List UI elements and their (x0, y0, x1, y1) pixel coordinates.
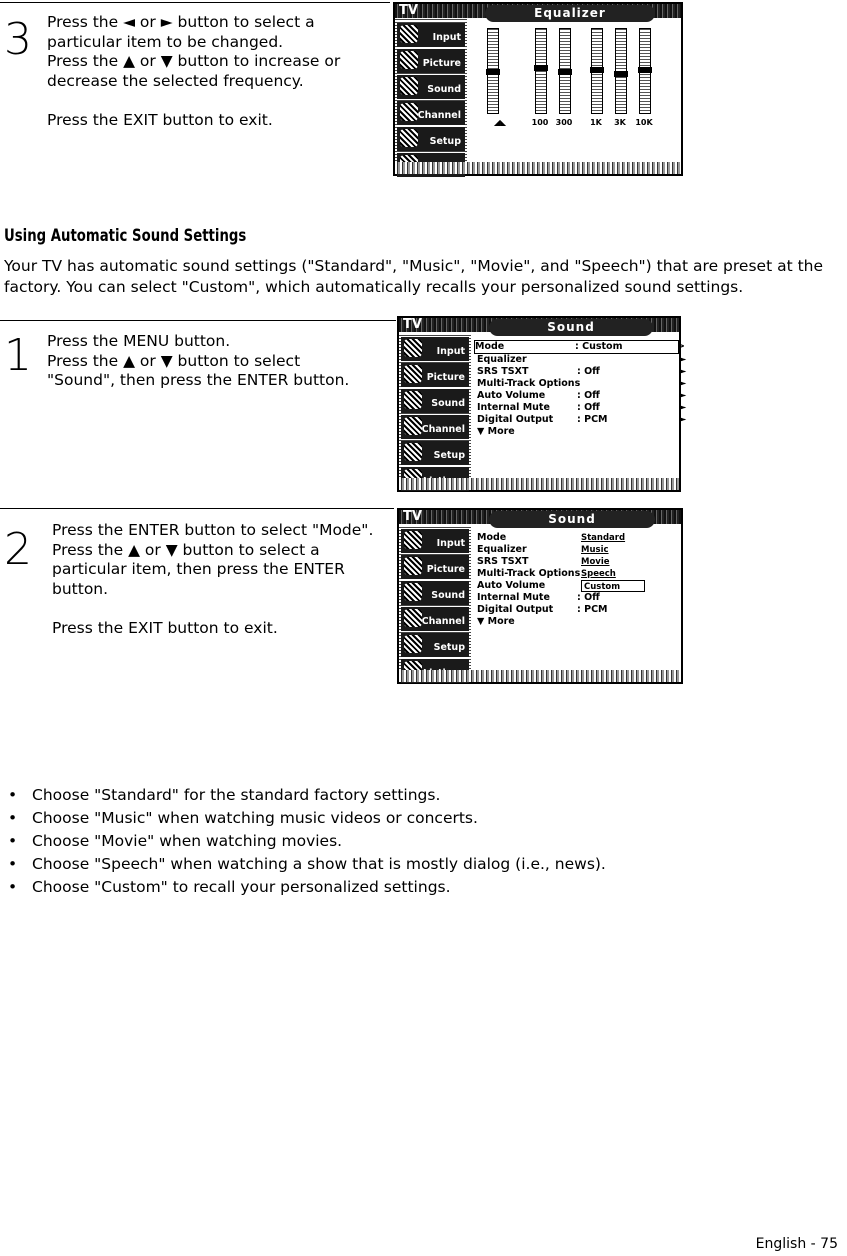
eq-band-bar (559, 28, 571, 114)
step3-rule (0, 2, 390, 3)
section-heading: Using Automatic Sound Settings (4, 226, 247, 246)
menu-row-internal-mute[interactable]: Internal Mute : Off ► (477, 402, 687, 413)
sidebar-item-setup: Setup (401, 441, 469, 465)
input-icon (404, 531, 422, 549)
tv-screen-sound-mode: TV Sound Input Picture Sound Channel Setup Mode Equalizer SRS TSXT Multi-Track Options Auto Volume Internal Mute : Off Digital Output : PCM ▼ More Standard Music Movie Speech Custom (397, 508, 683, 684)
setup-icon (400, 129, 418, 147)
menu-row-more[interactable]: ▼ More (477, 426, 515, 437)
sound-icon (404, 583, 422, 601)
picture-icon (404, 557, 422, 575)
tv-logo: TV (403, 317, 422, 332)
eq-band-bar (615, 28, 627, 114)
list-item: • Choose "Movie" when watching movies. (8, 830, 606, 853)
sidebar-item-setup: Setup (401, 633, 469, 657)
sound-icon (404, 391, 422, 409)
sidebar-item-channel: Channel (401, 415, 469, 439)
menu-row-srs-tsxt[interactable]: SRS TSXT : Off ► (477, 366, 687, 377)
mode-option-music[interactable]: Music (581, 545, 609, 555)
sidebar-item-input: Input (397, 23, 465, 47)
setup-icon (404, 443, 422, 461)
mode-options-dropdown (581, 532, 645, 592)
tv-menu-title: Sound (489, 319, 653, 336)
mode-option-custom[interactable]: Custom (581, 580, 645, 592)
tv-bottom-bar (399, 478, 679, 490)
input-icon (404, 339, 422, 357)
sidebar-item-picture: Picture (401, 363, 469, 387)
menu-row-equalizer[interactable]: Equalizer ► (477, 354, 687, 365)
tv-bottom-bar (399, 670, 681, 682)
sidebar-item-sound: Sound (401, 581, 469, 605)
channel-icon (404, 609, 422, 627)
mode-option-speech[interactable]: Speech (581, 569, 616, 579)
menu-row-auto-volume[interactable]: Auto Volume : Off ► (477, 390, 687, 401)
tv-menu-title: Sound (489, 511, 655, 528)
menu-row-mode[interactable]: Mode : Custom > (475, 341, 685, 352)
mode-option-movie[interactable]: Movie (581, 557, 610, 567)
section-intro: Your TV has automatic sound settings ("Standard", "Music", "Movie", and "Speech") that are preset at the factory. You can select "Custom", which automatically recalls your personalized sound settings. (4, 257, 824, 296)
tv-screen-sound-menu (397, 316, 687, 492)
sound-icon (400, 77, 418, 95)
setup-icon (404, 635, 422, 653)
sidebar-item-picture: Picture (401, 555, 469, 579)
eq-band-bar (535, 28, 547, 114)
mode-descriptions-list (8, 784, 606, 899)
tv-logo: TV (399, 3, 418, 18)
channel-icon (404, 417, 422, 435)
tv-screen-equalizer (393, 2, 683, 176)
eq-band-bar (591, 28, 603, 114)
step2-text: Press the ENTER button to select "Mode". Press the ▲ or ▼ button to select a particular item, then press the ENTER button. Press the EXIT button to exit. (52, 521, 374, 637)
step3-text: Press the ◄ or ► button to select a particular item to be changed. Press the ▲ or ▼ button to increase or decrease the selected frequency. Press the EXIT button to exit. (47, 13, 341, 129)
eq-band-label: 10K (635, 118, 653, 127)
tv-sidebar (395, 19, 467, 162)
step2-number: 2 (4, 524, 32, 575)
step1-text: Press the MENU button. Press the ▲ or ▼ button to select "Sound", then press the ENTER button. (47, 332, 350, 389)
sidebar-item-channel: Channel (397, 101, 465, 125)
picture-icon (400, 51, 418, 69)
tv-bottom-bar (395, 162, 681, 174)
sound-menu-list (475, 340, 687, 438)
menu-row-digital-output[interactable]: Digital Output : PCM ► (477, 414, 687, 425)
tv-sidebar (399, 525, 471, 670)
step1-rule (0, 320, 396, 321)
picture-icon (404, 365, 422, 383)
eq-balance-bar (487, 28, 499, 114)
mode-option-standard[interactable]: Standard (581, 533, 626, 543)
eq-band-label: 300 (555, 118, 573, 127)
list-item: • Choose "Custom" to recall your personalized settings. (8, 876, 606, 899)
channel-icon (400, 103, 418, 121)
eq-band-label: 1K (590, 118, 602, 127)
input-icon (400, 25, 418, 43)
list-item: • Choose "Standard" for the standard factory settings. (8, 784, 606, 807)
tv-sidebar (399, 333, 471, 478)
sidebar-item-setup: Setup (397, 127, 465, 151)
step2-rule (0, 508, 394, 509)
list-item: • Choose "Music" when watching music videos or concerts. (8, 807, 606, 830)
eq-balance-icon: ◢◣ (493, 118, 507, 127)
sidebar-item-channel: Channel (401, 607, 469, 631)
tv-logo: TV (403, 509, 422, 524)
sidebar-item-input: Input (401, 529, 469, 553)
sidebar-item-sound: Sound (397, 75, 465, 99)
eq-band-bar (639, 28, 651, 114)
step1-number: 1 (4, 330, 32, 381)
sidebar-item-sound: Sound (401, 389, 469, 413)
sidebar-item-input: Input (401, 337, 469, 361)
tv-menu-title: Equalizer (485, 5, 655, 22)
list-item: • Choose "Speech" when watching a show that is mostly dialog (i.e., news). (8, 853, 606, 876)
sidebar-item-picture: Picture (397, 49, 465, 73)
eq-band-label: 100 (531, 118, 549, 127)
menu-row-multi-track[interactable]: Multi-Track Options ► (477, 378, 687, 389)
eq-band-label: 3K (614, 118, 626, 127)
step3-number: 3 (4, 14, 32, 65)
page-footer: English - 75 (755, 1236, 838, 1252)
